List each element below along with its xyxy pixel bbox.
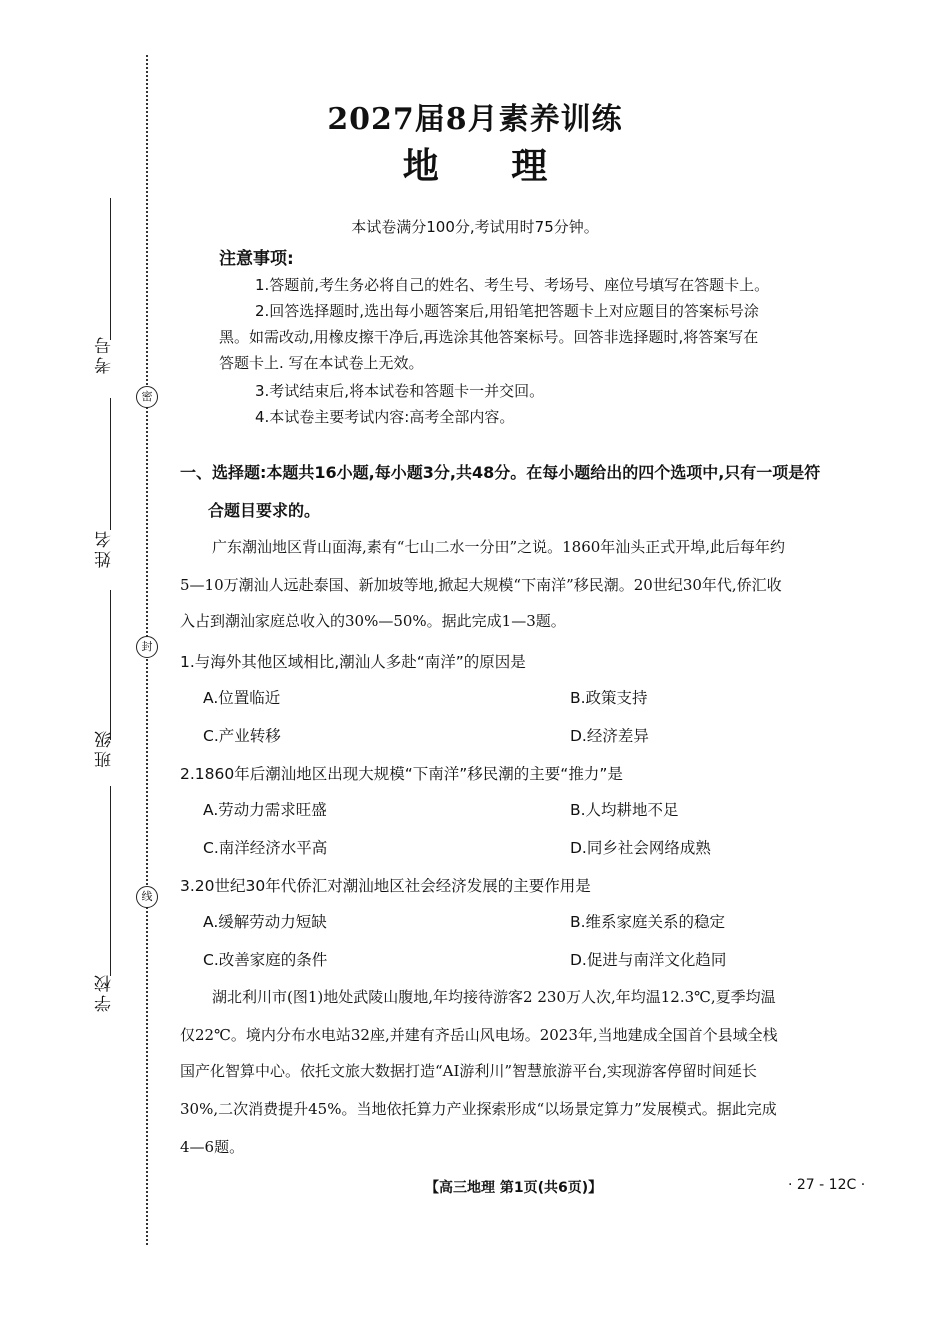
option-a: A.劳动力需求旺盛 bbox=[203, 801, 327, 819]
passage-line: 入占到潮汕家庭总收入的30%—50%。据此完成1—3题。 bbox=[180, 612, 566, 630]
question-stem: 3.20世纪30年代侨汇对潮汕地区社会经济发展的主要作用是 bbox=[180, 877, 591, 895]
xingming-fill-line bbox=[110, 398, 111, 530]
option-d: D.促进与南洋文化趋同 bbox=[570, 951, 727, 969]
paper-code: · 27 - 12C · bbox=[788, 1177, 866, 1193]
seal-mi: 密 bbox=[136, 386, 158, 408]
score-info: 本试卷满分100分,考试用时75分钟。 bbox=[351, 218, 599, 236]
banji-label: 班级 bbox=[95, 728, 115, 768]
option-d: D.同乡社会网络成熟 bbox=[570, 839, 711, 857]
question-stem: 1.与海外其他区域相比,潮汕人多赴“南洋”的原因是 bbox=[180, 653, 526, 671]
passage-line: 仅22℃。境内分布水电站32座,并建有齐岳山风电场。2023年,当地建成全国首个县域全栈 bbox=[180, 1026, 778, 1044]
notes-heading: 注意事项: bbox=[219, 249, 294, 269]
option-c: C.产业转移 bbox=[203, 727, 281, 745]
seal-xian: 线 bbox=[136, 886, 158, 908]
note-line: 2.回答选择题时,选出每小题答案后,用铅笔把答题卡上对应题目的答案标号涂 bbox=[255, 302, 759, 320]
question-stem: 2.1860年后潮汕地区出现大规模“下南洋”移民潮的主要“推力”是 bbox=[180, 765, 623, 783]
passage-line: 4—6题。 bbox=[180, 1138, 245, 1156]
option-b: B.维系家庭关系的稳定 bbox=[570, 913, 726, 931]
option-b: B.人均耕地不足 bbox=[570, 801, 679, 819]
xingming-label: 姓名 bbox=[95, 528, 115, 568]
note-line: 1.答题前,考生务必将自己的姓名、考生号、考场号、座位号填写在答题卡上。 bbox=[255, 276, 770, 294]
passage-line: 广东潮汕地区背山面海,素有“七山二水一分田”之说。1860年汕头正式开埠,此后每年约 bbox=[212, 538, 786, 556]
passage-line: 湖北利川市(图1)地处武陵山腹地,年均接待游客2 230万人次,年均温12.3℃,夏季均温 bbox=[212, 988, 776, 1006]
option-a: A.缓解劳动力短缺 bbox=[203, 913, 327, 931]
passage-line: 国产化智算中心。依托文旅大数据打造“AI游利川”智慧旅游平台,实现游客停留时间延长 bbox=[180, 1062, 757, 1080]
option-c: C.改善家庭的条件 bbox=[203, 951, 328, 969]
kaohao-label: 考号 bbox=[95, 334, 115, 374]
note-line: 3.考试结束后,将本试卷和答题卡一并交回。 bbox=[255, 382, 545, 400]
exam-title: 2027届8月素养训练 bbox=[327, 102, 623, 137]
banji-fill-line bbox=[110, 590, 111, 740]
option-d: D.经济差异 bbox=[570, 727, 649, 745]
option-a: A.位置临近 bbox=[203, 689, 281, 707]
option-c: C.南洋经济水平高 bbox=[203, 839, 328, 857]
subject-title: 地 理 bbox=[402, 145, 548, 187]
note-line: 答题卡上. 写在本试卷上无效。 bbox=[219, 354, 424, 372]
note-line: 4.本试卷主要考试内容:高考全部内容。 bbox=[255, 408, 515, 426]
note-line: 黑。如需改动,用橡皮擦干净后,再选涂其他答案标号。回答非选择题时,将答案写在 bbox=[219, 328, 759, 346]
page-footer: 【高三地理 第1页(共6页)】 bbox=[425, 1180, 603, 1196]
passage-line: 5—10万潮汕人远赴泰国、新加坡等地,掀起大规模“下南洋”移民潮。20世纪30年代,侨汇收 bbox=[180, 576, 782, 594]
xuexiao-label: 学校 bbox=[95, 972, 115, 1012]
xuexiao-fill-line bbox=[110, 786, 111, 976]
section-heading: 一、选择题:本题共16小题,每小题3分,共48分。在每小题给出的四个选项中,只有一项是符 bbox=[180, 463, 821, 482]
option-b: B.政策支持 bbox=[570, 689, 648, 707]
section-heading-cont: 合题目要求的。 bbox=[208, 501, 321, 520]
passage-line: 30%,二次消费提升45%。当地依托算力产业探索形成“以场景定算力”发展模式。据此完成 bbox=[180, 1100, 777, 1118]
seal-feng: 封 bbox=[136, 636, 158, 658]
